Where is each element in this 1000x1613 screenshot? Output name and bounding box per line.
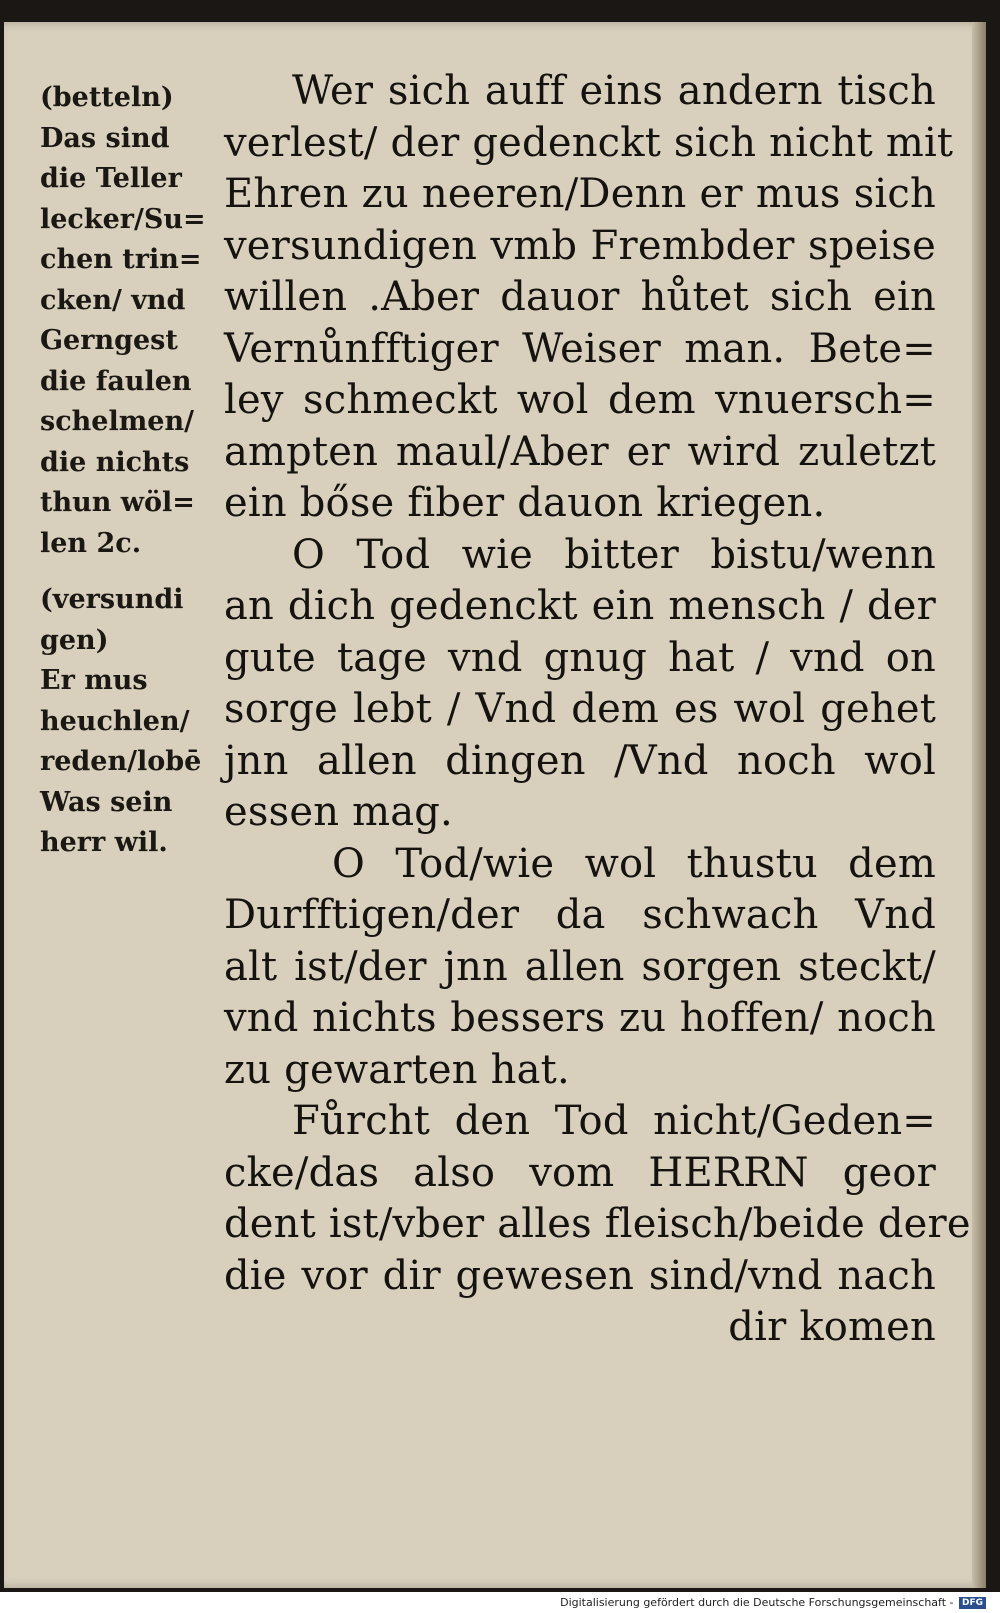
text-line: sorge lebt / Vnd dem es wol gehet: [224, 686, 936, 732]
book-page: [4, 22, 986, 1588]
text-line: Ehren zu neeren/Denn er mus sich: [224, 171, 936, 217]
margin-notes: [40, 78, 220, 864]
margin-note-line: len 2c.: [40, 527, 142, 559]
page-edge: [972, 22, 986, 1588]
dfg-logo-icon: DFG: [959, 1597, 986, 1609]
text-line: alt ist/der jnn allen sorgen steckt/: [224, 943, 936, 990]
text-line: cke/das also vom HERRN geor: [224, 1149, 936, 1196]
margin-note-line: Er mus: [40, 665, 148, 696]
margin-note-line: die faulen: [40, 365, 192, 397]
margin-note-line: die nichts: [40, 446, 190, 478]
text-line: jnn allen dingen /Vnd noch wol: [224, 737, 936, 784]
text-line: Wer sich auff eins andern tisch: [292, 68, 936, 114]
text-line: ampten maul/Aber er wird zuletzt: [224, 428, 936, 475]
text-line: Durfftigen/der da schwach Vnd: [224, 892, 936, 938]
text-line: willen .Aber dauor hůtet sich ein: [224, 274, 936, 320]
main-text-block: [224, 66, 971, 1354]
text-line: ley schmeckt wol dem vnuersch=: [224, 377, 936, 423]
margin-note-line: cken/ vnd: [40, 284, 186, 316]
margin-note-line: herr wil.: [40, 827, 168, 858]
margin-note-line: Gerngest: [40, 325, 178, 356]
margin-note-line: thun wöl=: [40, 487, 195, 518]
credit-text: Digitalisierung gefördert durch die Deutsche Forschungsgemeinschaft -: [560, 1596, 954, 1609]
text-line: Vernůnfftiger Weiser man. Bete=: [224, 325, 936, 372]
margin-note-line: Das sind: [40, 122, 170, 154]
margin-note-line: die Teller: [40, 163, 182, 194]
text-line: die vor dir gewesen sind/vnd nach: [224, 1252, 936, 1299]
text-line: essen mag.: [224, 789, 453, 835]
text-line: zu gewarten hat.: [224, 1046, 570, 1093]
margin-note-line: (betteln): [40, 82, 174, 113]
text-line: an dich gedenckt ein mensch / der: [224, 583, 936, 629]
margin-note-line: heuchlen/: [40, 705, 190, 737]
margin-note-line: schelmen/: [40, 406, 194, 437]
text-line: dent ist/vber alles fleisch/beide dere: [224, 1201, 971, 1247]
text-line: Fůrcht den Tod nicht/Geden=: [292, 1098, 936, 1144]
text-line: vnd nichts bessers zu hoffen/ noch: [224, 995, 936, 1041]
text-line: verlest/ der gedenckt sich nicht mit: [224, 119, 954, 166]
margin-note-line: (versundi: [40, 584, 184, 615]
margin-note-line: lecker/Su=: [40, 203, 206, 235]
margin-note-line: reden/lobē: [40, 746, 202, 777]
text-line: ein bőse fiber dauon kriegen.: [224, 480, 826, 526]
catchword: dir komen: [728, 1304, 936, 1350]
text-line: O Tod wie bitter bistu/wenn: [292, 531, 936, 578]
margin-note-line: Was sein: [40, 786, 173, 818]
margin-note-betteln: [40, 78, 220, 564]
text-line: gute tage vnd gnug hat / vnd on: [224, 634, 936, 681]
margin-note-line: chen trin=: [40, 244, 202, 275]
digitization-credit: [560, 1596, 986, 1609]
margin-note-line: gen): [40, 624, 109, 656]
margin-note-versundigen: [40, 580, 220, 864]
text-line: versundigen vmb Frembder speise: [224, 222, 936, 269]
text-line: O Tod/wie wol thustu dem: [332, 840, 936, 887]
